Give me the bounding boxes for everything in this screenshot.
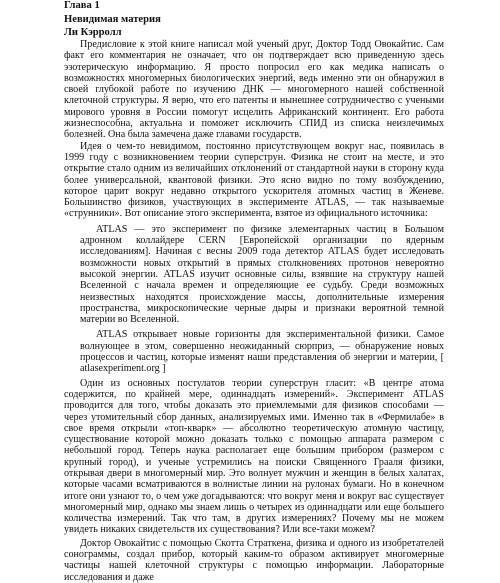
block-quote: ATLAS открывает новые горизонты для экспериментальной физики. Самое волнующее в этом, совершенно неожиданный сюрприз, — обнаружение новых процессов и частиц, которые изменят наши представления об энергии и материи, [ atlasexperiment.org ]: [80, 329, 444, 375]
body-paragraph: Идея о чем-то невидимом, постоянно присутствующем вокруг нас, появилась в 1999 году с возникновением теории суперструн. Физика не стоит на месте, и это открытие стало одним из величайших отклонений от стандартной науки в сторону куда более универсальной, квантовой физики. Это ясно видно по тому возбуждению, которое царит вокруг недавно открытого ускорителя атомных частиц в Женеве. Большинство физиков, участвующих в эксперименте ATLAS, — так называемые «струнники». Вот описание этого эксперимента, взятое из официального источника:: [64, 140, 444, 220]
author-name: Ли Кэрролл: [64, 27, 122, 38]
body-paragraph: Предисловие к этой книге написал мой ученый друг, Доктор Тодд Овокайтис. Сам факт его комментария не означает, что он подтверждает всю приведенную здесь эзотерическую информацию. Я просто попросил его как медика написать о возможностях многомерных биологических энергий, ведь именно эти он обнаружил в своей глубокой работе по изучению ДНК — многомерного нашей собственной клеточной структуры. Я верю, что его патенты и нынешнее сотрудничество с учеными мирового уровня в России помогут исцелить Африканский континент. Его работа жизнеспособна, актуальна и поможет исключить СПИД из списка неизлечимых болезней. Она была замечена даже главами государств.: [64, 39, 444, 141]
body-paragraph: Доктор Овокайтис с помощью Скотта Страткена, физика и одного из изобретателей сонограммы, создал прибор, который каким-то образом активирует многомерные частицы нашей клеточной структуры с помощью информации. Лабораторные исследования и даже: [64, 537, 444, 583]
block-quote: ATLAS — это эксперимент по физике элементарных частиц в Большом адронном коллайдере CERN [Европейской организации по ядерным исследованиям]. Начиная с весны 2009 года детектор ATLAS будет исследовать возможности новых открытий в прямых столкновениях протонов невероятно высокой энергии. ATLAS изучит основные силы, взявшие на структуру нашей Вселенной с начала времен и определяющие ее судьбу. Среди возможных неизвестных находятся происхождение массы, дополнительные измерения пространства, микроскопические черные дыры и признаки вероятной темной материи во Вселенной.: [80, 223, 444, 326]
chapter-heading: Глава 1: [64, 0, 100, 11]
chapter-title: Невидимая материя: [64, 14, 161, 25]
body-paragraph: Один из основных постулатов теории суперструн гласит: «В центре атома содержится, по крайней мере, одиннадцать измерений». Эксперимент ATLAS проводится для того, чтобы доказать это приемлемыми для физиков способами — через утомительный сбор данных, анализируемых ими. Именно так в «Фермилабе» в свое время открыли «топ-кварк» — абсолютно теоретическую атомную частицу, существование которой можно доказать только с помощью аппарата размером с небольшой город. Теперь наука располагает еще большим прибором (размером с крупный город), и ученые устремились на поиски Священного Грааля физики, открывая двери в многомерный мир. Это волнует мужчин и женщин в белых халатах, которые часами всматриваются в волнистые линии на рулонах бумаги. Но в конечном итоге они узнают то, о чем уже догадываются: что вокруг меня и вокруг вас существует многомерный мир, однако мы знаем лишь о четырех из одиннадцати или еще большего количества измерений. Так что там, в других измерениях? Почему мы не можем увидеть никаких свидетельств их существования? Или все-таки можем?: [64, 377, 444, 536]
